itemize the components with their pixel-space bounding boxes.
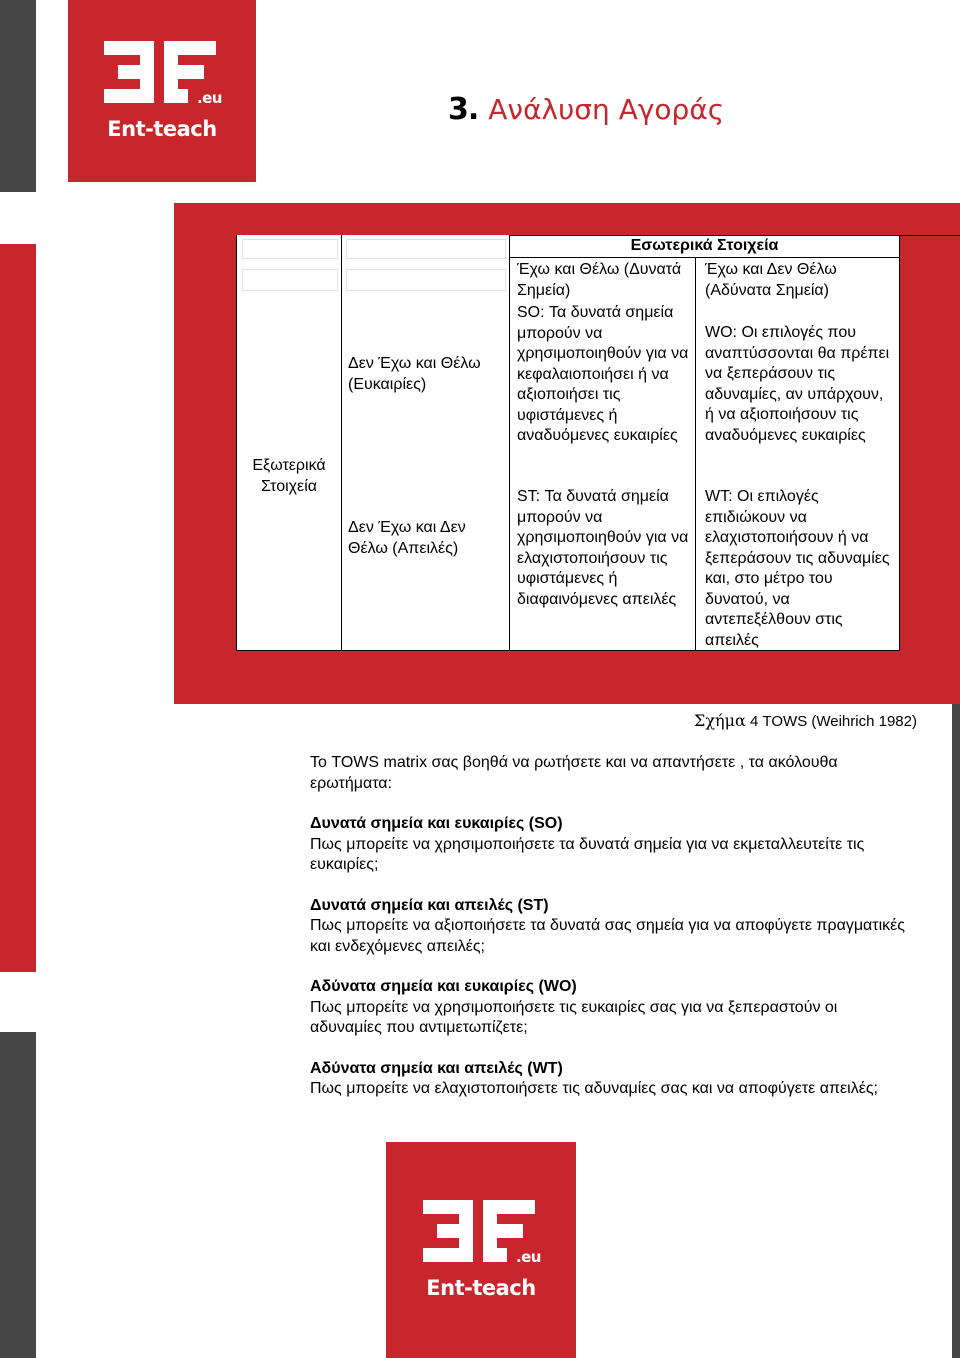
strengths-header: Έχω και Θέλω (Δυνατά Σημεία) [517, 261, 682, 299]
logo-mark-icon [104, 41, 222, 107]
body-text [310, 753, 910, 1120]
logo-wordmark: Ent-teach [426, 1276, 536, 1300]
caption-text: 4 TOWS (Weihrich 1982) [745, 713, 917, 730]
caption-prefix: Σχήμα [694, 711, 746, 730]
logo-wordmark: Ent-teach [107, 117, 217, 141]
question-title: Αδύνατα σημεία και ευκαιρίες (WO) [310, 978, 577, 995]
decorative-stripe-right [952, 628, 960, 1358]
so-quadrant: SO: Τα δυνατά σημεία μπορούν να χρησιμοποιηθούν για να κεφαλαιοποιήσει ή να αξιοποιήσει τις υφιστάμενες ή αναδυόμενες ευκαιρίες [517, 304, 689, 444]
question-text: Πως μπορείτε να χρησιμοποιήσετε τις ευκαιρίες σας για να ξεπεραστούν οι αδυναμίες που αντιμετωπίζετε; [310, 998, 838, 1036]
logo-mark-icon [423, 1200, 541, 1266]
logo-eu-text: .eu [515, 1248, 541, 1266]
question-block [310, 814, 910, 876]
internal-factors-header: Εσωτερικά Στοιχεία [630, 237, 779, 254]
section-title: Ανάλυση Αγοράς [488, 93, 725, 126]
question-title: Αδύνατα σημεία και απειλές (WT) [310, 1059, 563, 1077]
empty-corner-cell [242, 269, 338, 291]
tows-matrix [236, 235, 900, 651]
brand-logo [68, 0, 256, 182]
logo-eu-text: .eu [196, 89, 222, 107]
brand-logo-footer [386, 1142, 576, 1358]
weaknesses-header: Έχω και Δεν Θέλω (Αδύνατα Σημεία) [705, 261, 837, 299]
empty-corner-cell [346, 269, 506, 291]
decorative-stripe-top [0, 0, 36, 192]
question-title: Δυνατά σημεία και απειλές (ST) [310, 896, 549, 914]
section-number: 3. [448, 92, 479, 127]
external-factors-label: Εξωτερικά Στοιχεία [252, 457, 326, 495]
wo-quadrant: WO: Οι επιλογές που αναπτύσσονται θα πρέπει να ξεπεράσουν τις αδυναμίες, αν υπάρχουν, ή να αξιοποιήσουν τις αναδυόμενες ευκαιρίες [705, 324, 890, 444]
decorative-stripe-middle [0, 244, 36, 972]
intro-paragraph: Το TOWS matrix σας βοηθά να ρωτήσετε και να απαντήσετε , τα ακόλουθα ερωτήματα: [310, 754, 838, 792]
threats-label: Δεν Έχω και Δεν Θέλω (Απειλές) [348, 519, 466, 557]
question-block [310, 1059, 910, 1100]
question-text: Πως μπορείτε να χρησιμοποιήσετε τα δυνατά σημεία για να εκμεταλλευτείτε τις ευκαιρίες; [310, 835, 865, 873]
figure-caption [694, 711, 917, 731]
question-block [310, 896, 910, 958]
decorative-stripe-bottom [0, 1032, 36, 1358]
st-quadrant: ST: Τα δυνατά σημεία μπορούν να χρησιμοποιηθούν για να ελαχιστοποιήσουν τις υφιστάμενες ή διαφαινόμενες απειλές [517, 488, 689, 608]
question-title: Δυνατά σημεία και ευκαιρίες (SO) [310, 815, 563, 832]
question-text: Πως μπορείτε να αξιοποιήσετε τα δυνατά σας σημεία για να αποφύγετε πραγματικές και ενδεχόμενες απειλές; [310, 917, 906, 955]
section-heading [448, 92, 724, 127]
question-block [310, 977, 910, 1039]
wt-quadrant: WT: Οι επιλογές επιδιώκουν να ελαχιστοποιήσουν ή να ξεπεράσουν τις αδυναμίες και, στο μέτρο του δυνατού, να αντεπεξέλθουν στις απειλές [705, 488, 890, 649]
opportunities-label: Δεν Έχω και Θέλω (Ευκαιρίες) [348, 355, 481, 393]
empty-corner-cell [346, 239, 506, 259]
question-text: Πως μπορείτε να ελαχιστοποιήσετε τις αδυναμίες σας και να αποφύγετε απειλές; [310, 1080, 878, 1097]
empty-corner-cell [242, 239, 338, 259]
